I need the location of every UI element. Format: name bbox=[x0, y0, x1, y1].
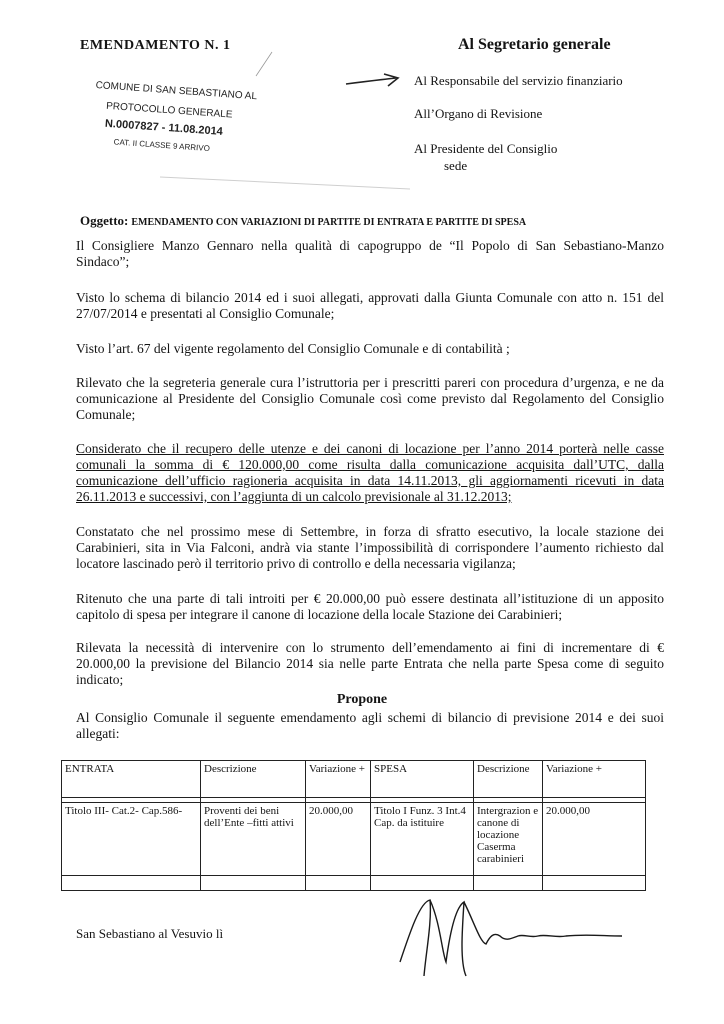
stamp-line1: COMUNE DI SAN SEBASTIANO AL bbox=[95, 80, 258, 103]
paragraph-ritenuto: Ritenuto che una parte di tali introiti per € 20.000,00 può essere destinata all’istituzione di un apposito capitolo di spesa per integrare il canone di locazione della locale Stazione dei Carabinieri; bbox=[76, 591, 664, 622]
paragraph-rilevata: Rilevata la necessità di intervenire con lo strumento dell’emendamento ai fini di incrementare di € 20.000,00 la previsione del Bilancio 2014 sia nelle parte Entrata che nella parte Spesa come di seguito indicato; bbox=[76, 640, 664, 687]
document-title: EMENDAMENTO N. 1 bbox=[80, 38, 231, 53]
table-header-row bbox=[62, 761, 646, 798]
protocol-stamp bbox=[90, 80, 285, 173]
propone-heading: Propone bbox=[336, 692, 388, 707]
subject-text: EMENDAMENTO CON VARIAZIONI DI PARTITE DI ENTRATA E PARTITE DI SPESA bbox=[131, 217, 527, 228]
paragraph-constatato: Constatato che nel prossimo mese di Settembre, in forza di sfratto esecutivo, la locale stazione dei Carabinieri, sita in Via Falconi, andrà via stante l’impossibilità di corrispondere l’aumento richiesto dal locatore lascinado però il territorio privo di controllo e della necessaria vigilanza; bbox=[76, 524, 664, 571]
paragraph-rilevato: Rilevato che la segreteria generale cura l’istruttoria per i prescritti pareri con procedura d’urgenza, e ne da comunicazione al Presidente del Consiglio Comunale così come previsto dal Regolamento del Consiglio Comunale; bbox=[76, 375, 664, 422]
recipient-revisione: All’Organo di Revisione bbox=[414, 106, 543, 121]
table-header-cell: Descrizione bbox=[201, 761, 306, 798]
paragraph-visto-schema: Visto lo schema di bilancio 2014 ed i suoi allegati, approvati dalla Giunta Comunale con atto n. 151 del 27/07/2014 e presentati al Consiglio Comunale; bbox=[76, 290, 664, 321]
paragraph-considerato: Considerato che il recupero delle utenze e dei canoni di locazione per l’anno 2014 porterà nelle casse comunali la somma di € 120.000,00 come risulta dalla comunicazione acquisita dall’UTC, dalla comunicazione dell’ufficio ragioneria acquisita in data 14.11.2013, gli aggiornamenti ricevuti in data 26.11.2013 e successivi, con l’aggiunta di un calcolo previsionale al 31.12.2013; bbox=[76, 441, 664, 504]
stamp-divider bbox=[160, 175, 420, 195]
table-header-cell: Variazione + bbox=[543, 761, 646, 798]
subject-line bbox=[80, 213, 526, 229]
table-cell: Titolo III- Cat.2- Cap.586- bbox=[62, 803, 201, 876]
table-cell: 20.000,00 bbox=[543, 803, 646, 876]
amendment-table bbox=[61, 760, 646, 891]
table-header-cell: ENTRATA bbox=[62, 761, 201, 798]
table-row bbox=[62, 803, 646, 876]
recipient-presidente: Al Presidente del Consiglio bbox=[414, 141, 558, 156]
table-cell: Intergrazion e canone di locazione Caserma carabinieri bbox=[474, 803, 543, 876]
handwritten-arrow-icon bbox=[344, 70, 404, 94]
paragraph-al-consiglio: Al Consiglio Comunale il seguente emendamento agli schemi di bilancio di previsione 2014 e dei suoi allegati: bbox=[76, 710, 664, 741]
stamp-number: N.0007827 - 11.08.2014 bbox=[104, 117, 224, 138]
recipient-sede: sede bbox=[444, 158, 468, 173]
place-line: San Sebastiano al Vesuvio lì bbox=[76, 926, 224, 941]
stroke-mark bbox=[250, 50, 280, 80]
stamp-cat: CAT. II CLASSE 9 ARRIVO bbox=[113, 137, 211, 154]
paragraph-consigliere: Il Consigliere Manzo Gennaro nella qualità di capogruppo de “Il Popolo di San Sebastiano-Manzo Sindaco”; bbox=[76, 238, 664, 269]
table-empty-row bbox=[62, 876, 646, 891]
subject-label: Oggetto: bbox=[80, 213, 129, 228]
stamp-line2: PROTOCOLLO GENERALE bbox=[105, 100, 233, 121]
table-cell: 20.000,00 bbox=[306, 803, 371, 876]
table-header-cell: Variazione + bbox=[306, 761, 371, 798]
paragraph-visto-art: Visto l’art. 67 del vigente regolamento del Consiglio Comunale e di contabilità ; bbox=[76, 341, 510, 356]
table-header-cell: Descrizione bbox=[474, 761, 543, 798]
table-cell: Titolo I Funz. 3 Int.4 Cap. da istituire bbox=[371, 803, 474, 876]
signature-icon bbox=[390, 892, 630, 982]
recipient-finanziario: Al Responsabile del servizio finanziario bbox=[414, 73, 623, 88]
table-cell: Proventi dei beni dell’Ente –fitti attivi bbox=[201, 803, 306, 876]
table-header-cell: SPESA bbox=[371, 761, 474, 798]
recipient-segretario: Al Segretario generale bbox=[458, 36, 611, 53]
